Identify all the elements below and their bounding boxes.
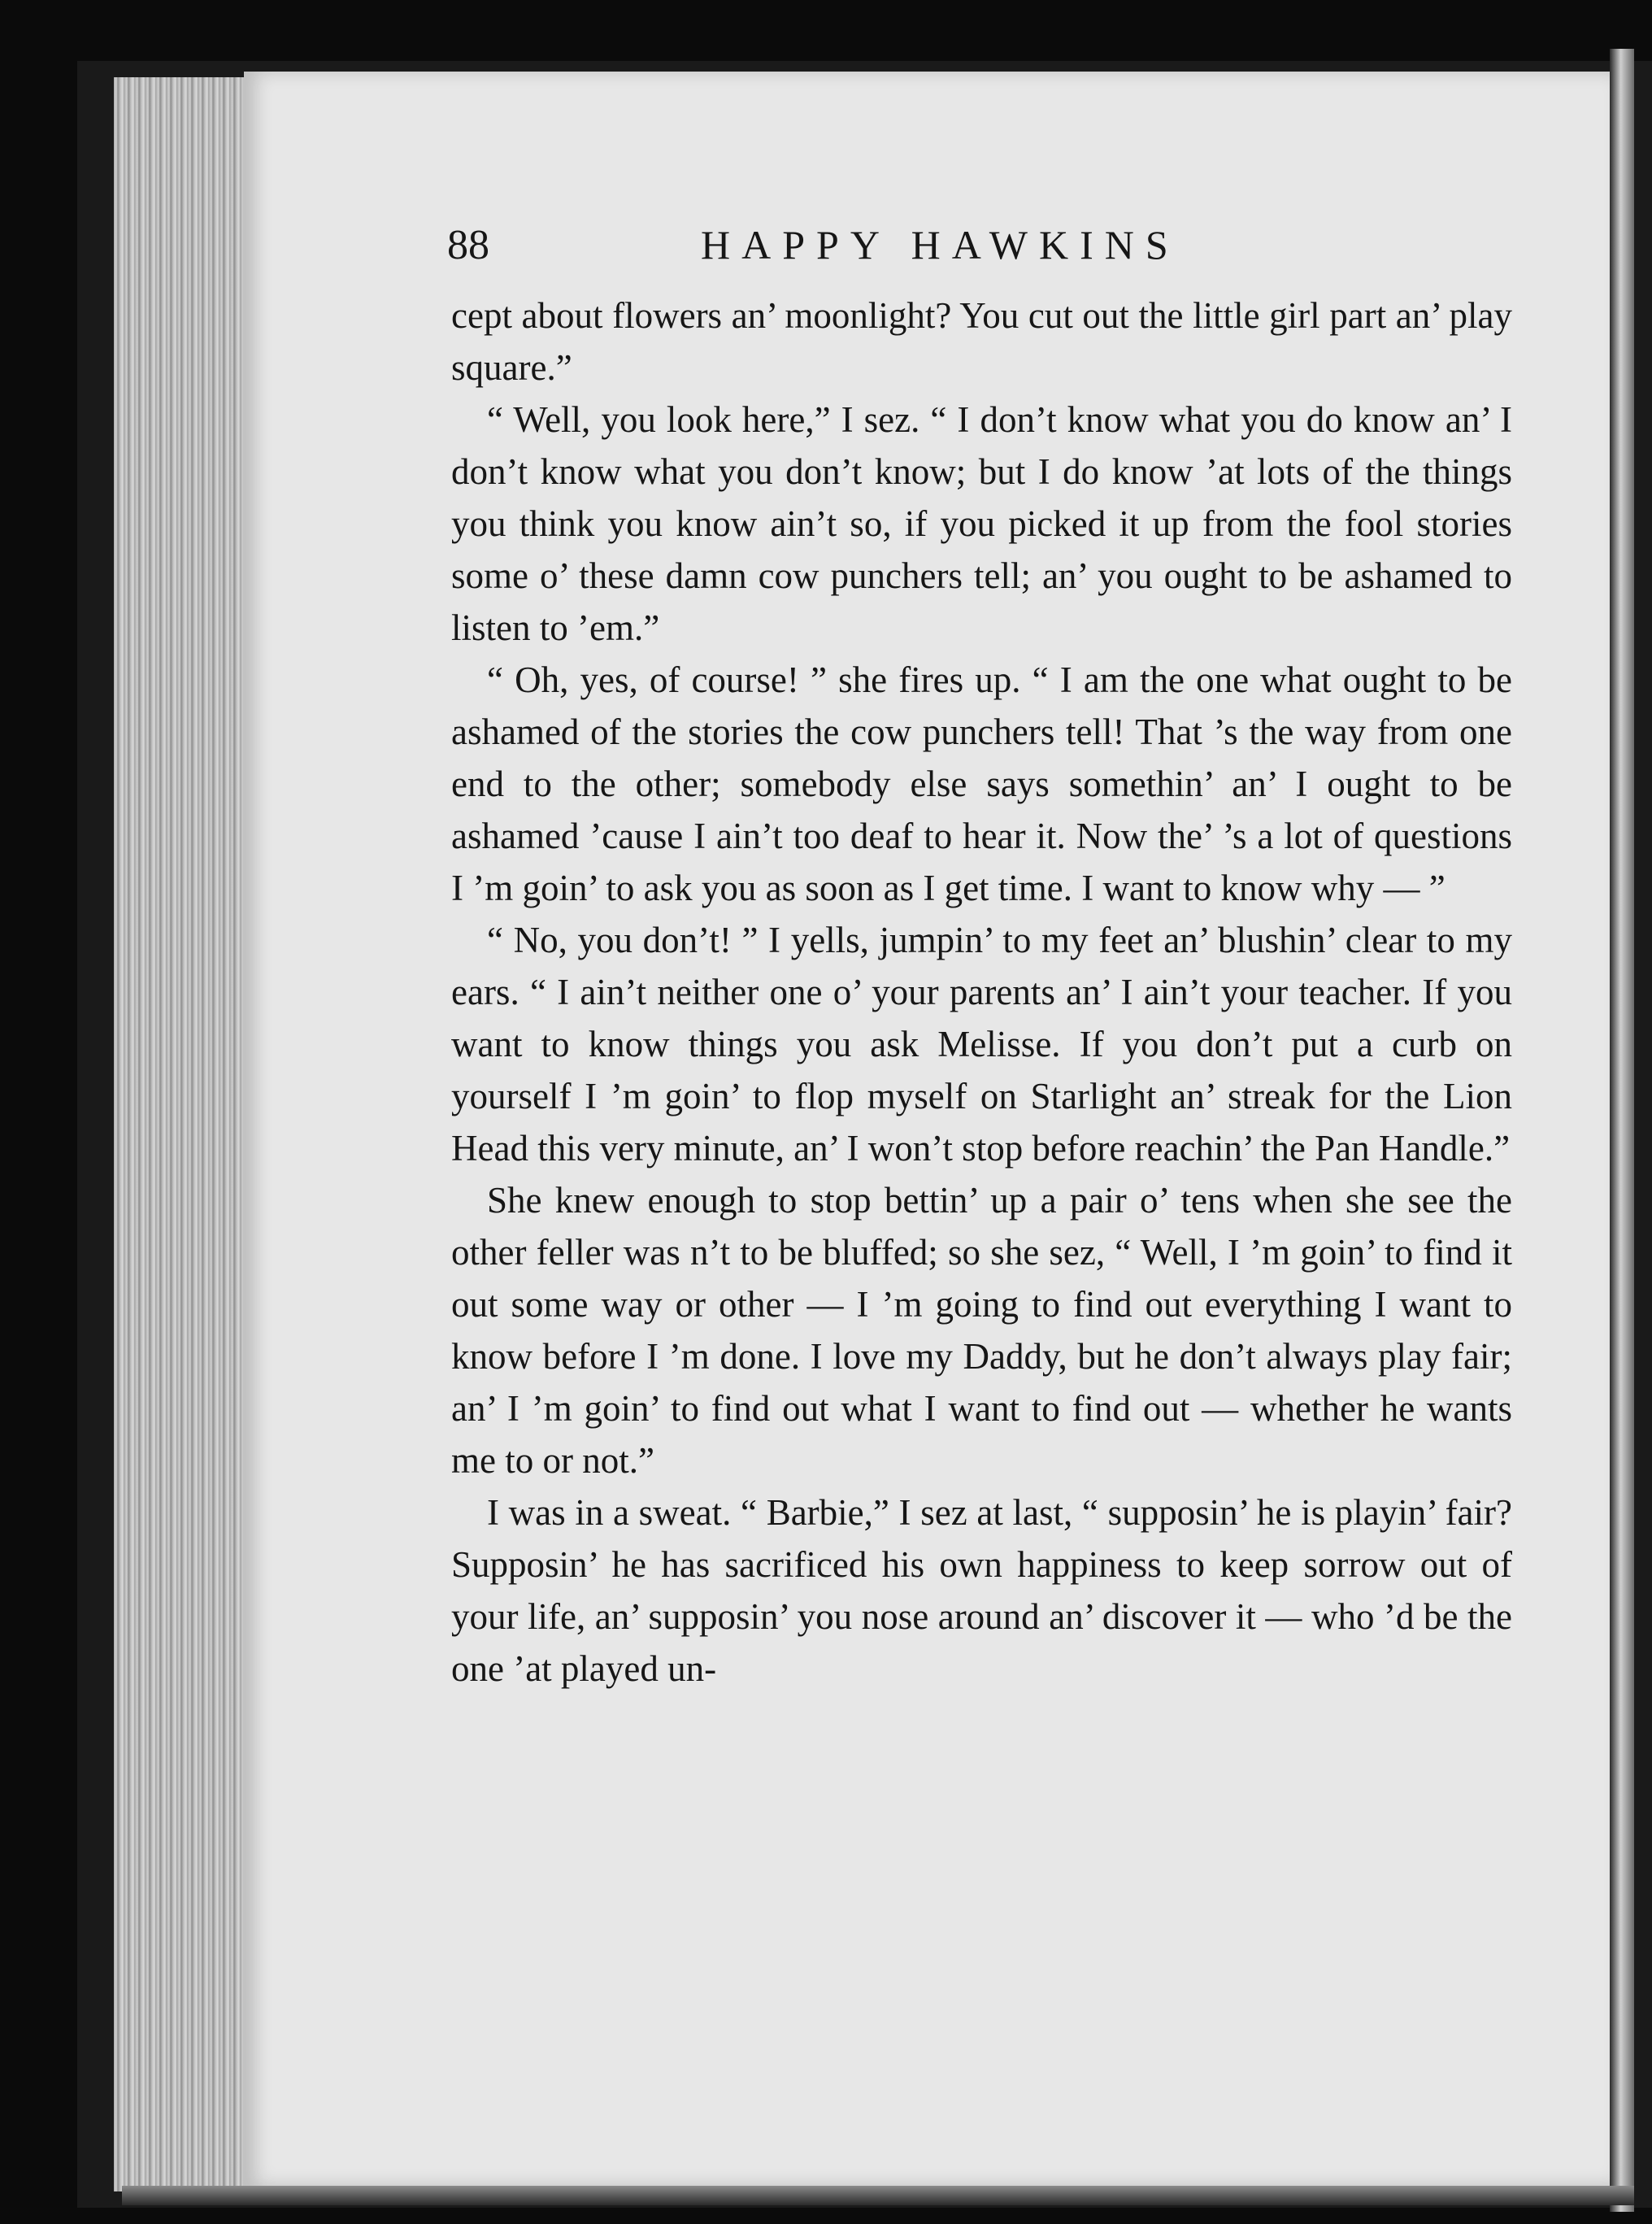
- cover-right-edge: [1610, 49, 1634, 2212]
- paragraph: She knew enough to stop bettin’ up a pair o’ tens when she see the other feller was n’t to be bluffed; so she sez, “ Well, I ’m goin’ to find it out some way or other — I ’m going to find out everything I want to know before I ’m done. I love my Daddy, but he don’t always play fair; an’ I ’m goin’ to find out what I want to find out — whether he wants me to or not.”: [451, 1180, 1512, 1481]
- cover-bottom-edge: [122, 2186, 1634, 2205]
- body-text: [451, 289, 1512, 1695]
- paragraph: “ Well, you look here,” I sez. “ I don’t know what you do know an’ I don’t know what you don’t know; but I do know ’at lots of the things you think you know ain’t so, if you picked it up from the fool stories some o’ these damn cow punchers tell; an’ you ought to be ashamed to listen to ’em.”: [451, 399, 1512, 648]
- paragraph: “ Oh, yes, of course! ” she fires up. “ I am the one what ought to be ashamed of the stories the cow punchers tell! That ’s the way from one end to the other; somebody else says somethin’ an’ I ought to be ashamed ’cause I ain’t too deaf to hear it. Now the’ ’s a lot of questions I ’m goin’ to ask you as soon as I get time. I want to know why — ”: [451, 659, 1512, 908]
- running-head: HAPPY HAWKINS: [701, 222, 1180, 268]
- paragraph: cept about flowers an’ moonlight? You cut out the little girl part an’ play square.”: [451, 295, 1512, 388]
- paragraph: I was in a sweat. “ Barbie,” I sez at last, “ supposin’ he is playin’ fair? Supposin’ he has sacrificed his own happiness to keep sorrow out of your life, an’ supposin’ you nose around an’ discover it — who ’d be the one ’at played un-: [451, 1492, 1512, 1689]
- page-block-edge: [114, 77, 252, 2191]
- paragraph: “ No, you don’t! ” I yells, jumpin’ to my feet an’ blushin’ clear to my ears. “ I ain’t neither one o’ your parents an’ I ain’t your teacher. If you want to know things you ask Melisse. If you don’t put a curb on yourself I ’m goin’ to flop myself on Starlight an’ streak for the Lion Head this very minute, an’ I won’t stop before reachin’ the Pan Handle.”: [451, 920, 1512, 1169]
- page-number: 88: [447, 222, 489, 268]
- page-header: [447, 221, 1260, 286]
